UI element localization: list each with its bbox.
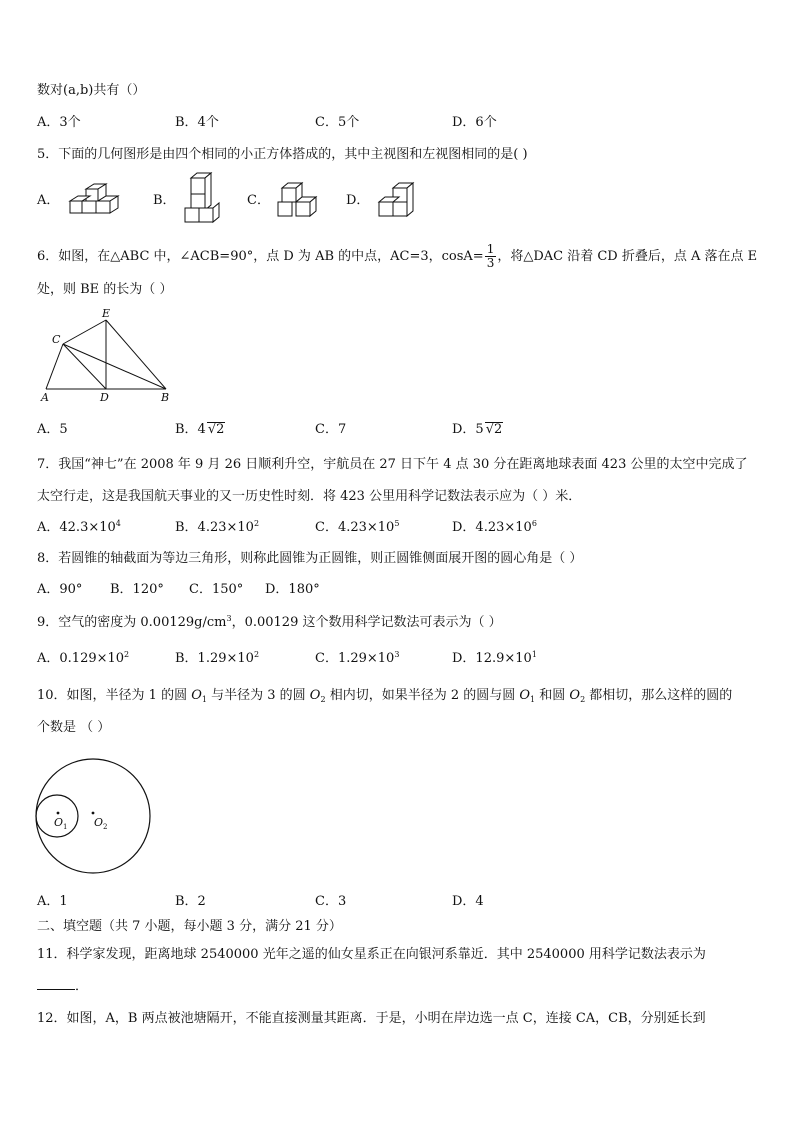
q10-circles-figure bbox=[34, 756, 156, 878]
q6-fraction: $\frac{1}{3}$ bbox=[486, 242, 495, 270]
q5-figure-c bbox=[274, 180, 322, 220]
q6-label-e: E bbox=[102, 307, 111, 320]
q9-option-c: C．$1.29\times 10^3$ bbox=[315, 650, 400, 666]
q6-stem-line1: 6．如图，在△ABC 中，∠ACB=90°，点 D 为 AB 的中点，AC=3，cosA= $\frac{1}{3}$ ，将△DAC 沿着 CD 折叠后，点 A 落在点 E bbox=[37, 242, 758, 270]
q6-option-a: A．5 bbox=[37, 422, 68, 437]
q10-stem-line1: 10．如图，半径为 1 的圆 $O_1$ 与半径为 3 的圆 $O_2$ 相内切，如果半径为 2 的圆与圆 $O_1$ 和圆 $O_2$ 都相切，那么这样的圆的 bbox=[37, 688, 733, 704]
q7-stem-line2: 太空行走，这是我国航天事业的又一历史性时刻．将 423 公里用科学记数法表示应为（ ）米． bbox=[37, 489, 582, 504]
q4-option-b: B．4个 bbox=[175, 115, 219, 130]
q10-option-c: C．3 bbox=[315, 894, 347, 909]
q11-answer-line: ． bbox=[37, 977, 88, 996]
q10-option-d: D．4 bbox=[452, 894, 484, 909]
q11-stem: 11．科学家发现，距离地球 2540000 光年之遥的仙女星系正在向银河系靠近．其中 2540000 用科学记数法表示为 bbox=[37, 947, 706, 962]
q5-label-c: C． bbox=[247, 193, 270, 208]
q9-stem: 9．空气的密度为 $0.00129g/cm^3$，0.00129 这个数用科学记数法可表示为（ ） bbox=[37, 614, 502, 630]
q7-option-c: C．$4.23\times 10^5$ bbox=[315, 519, 400, 535]
q7-option-d: D．$4.23\times 10^6$ bbox=[452, 519, 537, 535]
q8-option-d: D．180° bbox=[265, 582, 320, 597]
q5-label-a: A． bbox=[37, 193, 60, 208]
q7-option-a: A．$42.3\times 10^4$ bbox=[37, 519, 121, 535]
q10-label-o2-sub: 2 bbox=[103, 823, 108, 831]
q10-label-o1: O bbox=[54, 816, 64, 829]
q6-label-c: C bbox=[52, 333, 61, 346]
q9-option-b: B．$1.29\times 10^2$ bbox=[175, 650, 260, 666]
q5-figure-d bbox=[373, 180, 421, 220]
q4-stem-tail: 数对(a,b)共有（） bbox=[37, 83, 146, 98]
q7-option-b: B．$4.23\times 10^2$ bbox=[175, 519, 260, 535]
q5-label-d: D． bbox=[346, 193, 370, 208]
q10-option-a: A．1 bbox=[37, 894, 68, 909]
q5-figure-a bbox=[66, 183, 120, 219]
q4-option-a: A．3个 bbox=[37, 115, 81, 130]
q6-label-b: B bbox=[161, 391, 170, 404]
q12-stem: 12．如图，A，B 两点被池塘隔开，不能直接测量其距离．于是，小明在岸边选一点 C，连接 CA，CB，分别延长到 bbox=[37, 1011, 706, 1026]
q7-stem-line1: 7．我国“神七”在 2008 年 9 月 26 日顺利升空，宇航员在 27 日下午 4 点 30 分在距离地球表面 423 公里的太空中完成了 bbox=[37, 457, 748, 472]
section-heading: 二、填空题（共 7 小题，每小题 3 分，满分 21 分） bbox=[37, 919, 342, 934]
q6-option-c: C．7 bbox=[315, 422, 347, 437]
q4-option-c: C．5个 bbox=[315, 115, 360, 130]
q4-option-d: D．6个 bbox=[452, 115, 497, 130]
answer-blank[interactable] bbox=[37, 977, 75, 990]
q10-stem-line2: 个数是 （ ） bbox=[37, 720, 111, 735]
q6-option-b: B．4 √2 bbox=[175, 422, 225, 437]
q10-option-b: B．2 bbox=[175, 894, 206, 909]
sqrt-symbol: √2 bbox=[485, 422, 503, 437]
q6-label-a: A bbox=[41, 391, 49, 404]
q9-option-d: D．$12.9\times 10^1$ bbox=[452, 650, 537, 666]
q8-stem: 8．若圆锥的轴截面为等边三角形，则称此圆锥为正圆锥，则正圆锥侧面展开图的圆心角是（ ） bbox=[37, 551, 583, 566]
q5-stem: 5．下面的几何图形是由四个相同的小正方体搭成的，其中主视图和左视图相同的是( ) bbox=[37, 147, 528, 162]
sqrt-symbol: √2 bbox=[207, 422, 225, 437]
q8-option-a: A．90° bbox=[37, 582, 83, 597]
q10-label-o2: O bbox=[94, 816, 104, 829]
q6-triangle-figure bbox=[38, 306, 178, 406]
q10-label-o1-sub: 1 bbox=[63, 823, 68, 831]
q5-label-b: B． bbox=[153, 193, 176, 208]
q5-figure-b bbox=[181, 172, 221, 224]
q6-label-d: D bbox=[100, 391, 109, 404]
q6-option-d: D．5 √2 bbox=[452, 422, 503, 437]
q8-option-b: B．120° bbox=[110, 582, 164, 597]
q6-stem-line2: 处，则 BE 的长为（ ） bbox=[37, 282, 173, 297]
q9-option-a: A．$0.129\times 10^2$ bbox=[37, 650, 130, 666]
q8-option-c: C．150° bbox=[189, 582, 244, 597]
